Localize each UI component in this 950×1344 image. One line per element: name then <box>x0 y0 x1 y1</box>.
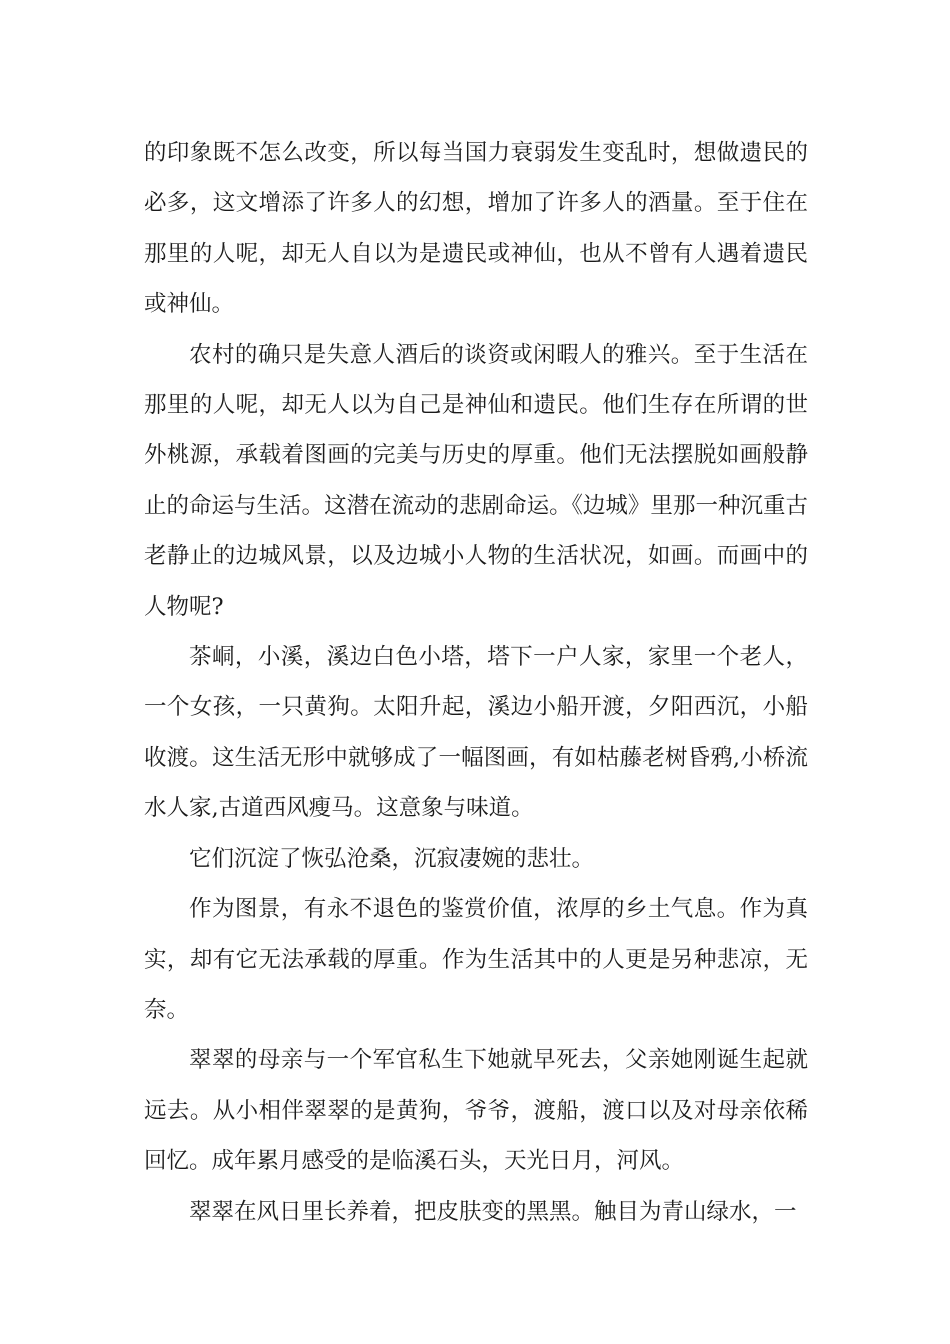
paragraph-3: 茶峒，小溪，溪边白色小塔，塔下一户人家，家里一个老人，一个女孩，一只黄狗。太阳升起，溪边小船开渡，夕阳西沉，小船收渡。这生活无形中就够成了一幅图画，有如枯藤老树昏鸦,小桥流水人家,古道西风瘦马。这意象与味道。 <box>144 644 808 822</box>
paragraph-5: 作为图景，有永不退色的鉴赏价值，浓厚的乡土气息。作为真实，却有它无法承载的厚重。作为生活其中的人更是另种悲凉，无奈。 <box>144 896 808 1023</box>
paragraph-2: 农村的确只是失意人酒后的谈资或闲暇人的雅兴。至于生活在那里的人呢，却无人以为自己是神仙和遗民。他们生存在所谓的世外桃源，承载着图画的完美与历史的厚重。他们无法摆脱如画般静止的命运与生活。这潜在流动的悲剧命运。《边城》里那一种沉重古老静止的边城风景，以及边城小人物的生活状况，如画。而画中的人物呢? <box>144 341 808 620</box>
paragraph-4: 它们沉淀了恢弘沧桑，沉寂凄婉的悲壮。 <box>189 845 595 872</box>
paragraph-1: 的印象既不怎么改变，所以每当国力衰弱发生变乱时，想做遗民的必多，这文增添了许多人的幻想，增加了许多人的酒量。至于住在那里的人呢，却无人自以为是遗民或神仙，也从不曾有人遇着遗民或神仙。 <box>144 140 808 318</box>
paragraph-7: 翠翠在风日里长养着，把皮肤变的黑黑。触目为青山绿水，一 <box>189 1198 797 1225</box>
body-text <box>144 128 808 1237</box>
paragraph-6: 翠翠的母亲与一个军官私生下她就早死去，父亲她刚诞生起就远去。从小相伴翠翠的是黄狗，爷爷，渡船，渡口以及对母亲依稀回忆。成年累月感受的是临溪石头，天光日月，河风。 <box>144 1047 808 1175</box>
